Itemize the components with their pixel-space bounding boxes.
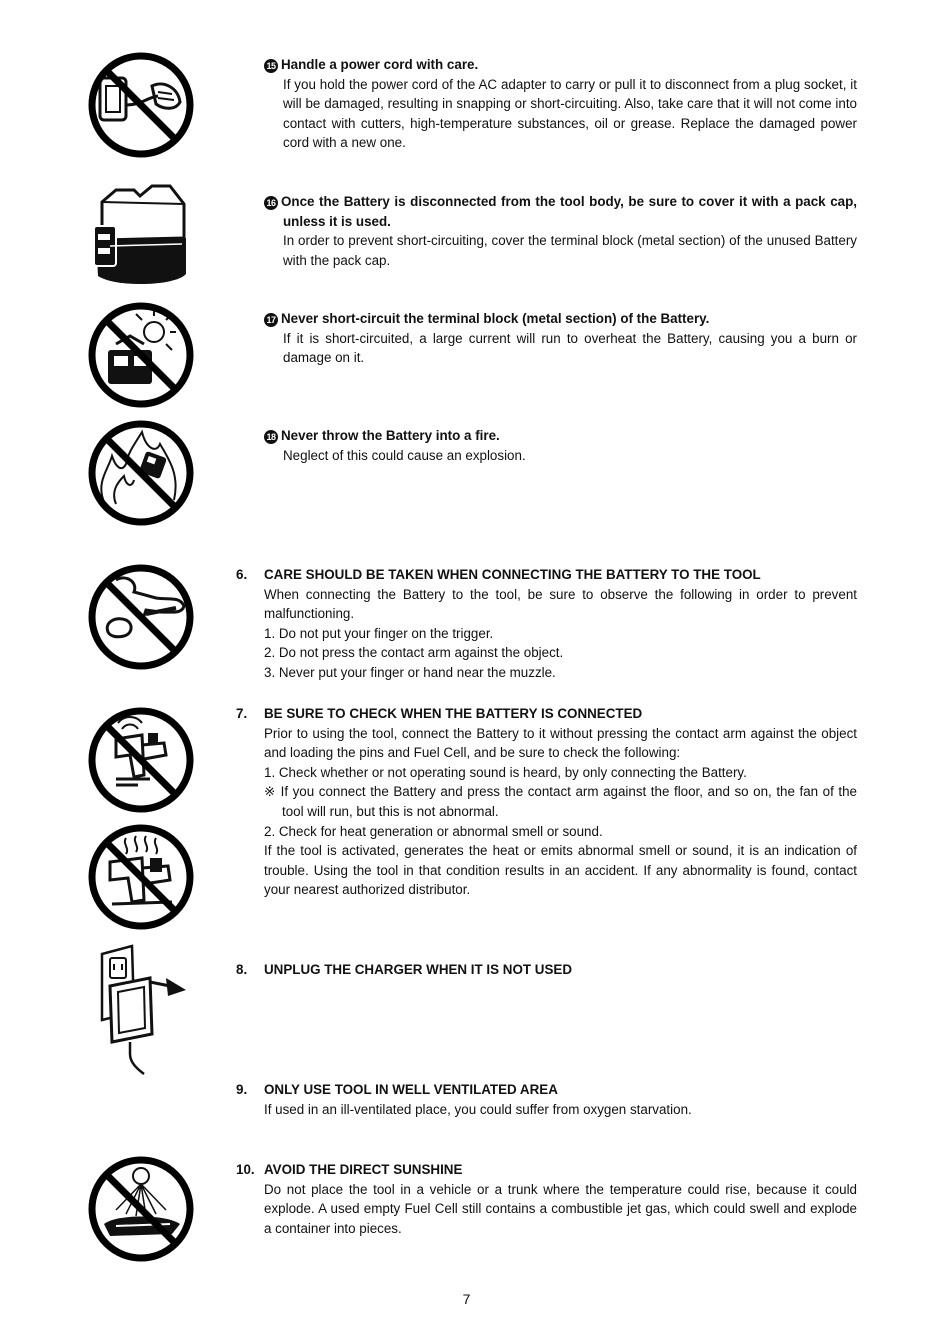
marker-17: 17	[264, 313, 278, 327]
no-heat-smell-icon	[86, 822, 196, 932]
section-15-body: If you hold the power cord of the AC adapter to carry or pull it to disconnect from a plug socket, it will be damaged, resulting in snapping or short-circuiting. Also, take care that it will not come into contact with cutters, high-temperature substances, oil or grease. Replace the damaged power cord with a new one.	[283, 76, 857, 151]
unplug-charger-icon	[94, 942, 194, 1076]
section-7-item-2: 2. Check for heat generation or abnormal smell or sound.	[264, 823, 603, 839]
no-operating-sound-icon	[86, 705, 196, 815]
section-7-title: BE SURE TO CHECK WHEN THE BATTERY IS CONNECTED	[264, 706, 643, 721]
section-16-body: In order to prevent short-circuiting, cover the terminal block (metal section) of the unused Battery with the pack cap.	[283, 233, 857, 268]
section-6-item-2: 2. Do not press the contact arm against the object.	[264, 645, 564, 661]
no-pulling-cord-icon	[86, 50, 196, 160]
section-7-item-1: 1. Check whether or not operating sound is heard, by only connecting the Battery.	[264, 764, 747, 780]
section-7-number: 7.	[236, 706, 248, 721]
section-9-number: 9.	[236, 1082, 248, 1097]
section-9-title: ONLY USE TOOL IN WELL VENTILATED AREA	[264, 1082, 558, 1097]
section-7	[236, 704, 857, 900]
no-finger-on-trigger-icon	[86, 562, 196, 672]
section-7-body-2: If the tool is activated, generates the heat or emits abnormal smell or sound, it is an indication of trouble. Using the tool in that condition results in an accident. If any abnormality is found, contact your nearest authorized distributor.	[264, 843, 857, 898]
no-short-circuit-icon	[86, 300, 196, 410]
section-7-body: Prior to using the tool, connect the Battery to it without pressing the contact arm against the object and loading the pins and Fuel Cell, and be sure to check the following:	[264, 725, 857, 761]
section-6-title: CARE SHOULD BE TAKEN WHEN CONNECTING THE BATTERY TO THE TOOL	[264, 567, 761, 582]
section-15	[266, 55, 857, 153]
section-6-item-1: 1. Do not put your finger on the trigger.	[264, 625, 494, 641]
marker-16: 16	[264, 196, 278, 210]
section-17-body: If it is short-circuited, a large current will run to overheat the Battery, causing you a burn or damage on it.	[283, 330, 857, 366]
no-direct-sunshine-icon	[86, 1154, 196, 1264]
section-8-title: UNPLUG THE CHARGER WHEN IT IS NOT USED	[264, 962, 572, 977]
section-6-item-3: 3. Never put your finger or hand near the muzzle.	[264, 664, 556, 680]
section-18	[266, 426, 857, 465]
section-15-title: Handle a power cord with care.	[281, 57, 479, 72]
section-17	[266, 309, 857, 368]
marker-18: 18	[264, 430, 278, 444]
section-8-number: 8.	[236, 962, 248, 977]
section-7-note: ※ If you connect the Battery and press the contact arm against the floor, and so on, the fan of the tool will run, but this is not abnormal.	[264, 784, 857, 819]
section-18-title: Never throw the Battery into a fire.	[281, 428, 500, 443]
section-18-body: Neglect of this could cause an explosion.	[283, 447, 526, 463]
section-6-body: When connecting the Battery to the tool, be sure to observe the following in order to prevent malfunctioning.	[264, 586, 857, 622]
marker-15: 15	[264, 59, 278, 73]
section-6	[236, 565, 857, 683]
section-9	[236, 1080, 857, 1119]
section-16	[266, 192, 857, 270]
section-10-title: AVOID THE DIRECT SUNSHINE	[264, 1162, 463, 1177]
section-6-number: 6.	[236, 567, 248, 582]
section-9-body: If used in an ill-ventilated place, you could suffer from oxygen starvation.	[264, 1101, 692, 1117]
section-10-body: Do not place the tool in a vehicle or a trunk where the temperature could rise, because it could explode. A used empty Fuel Cell still contains a combustible jet gas, which could swell and explode a container into pieces.	[264, 1181, 857, 1236]
section-10-number: 10.	[236, 1162, 255, 1177]
no-fire-icon	[86, 418, 196, 528]
section-10	[236, 1160, 857, 1238]
section-17-title: Never short-circuit the terminal block (metal section) of the Battery.	[281, 311, 710, 326]
section-16-title: Once the Battery is disconnected from the tool body, be sure to cover it with a pack cap, unless it is used.	[281, 194, 857, 229]
section-8	[236, 960, 857, 980]
battery-with-cap-icon	[86, 182, 190, 294]
page-number: 7	[462, 1291, 471, 1307]
